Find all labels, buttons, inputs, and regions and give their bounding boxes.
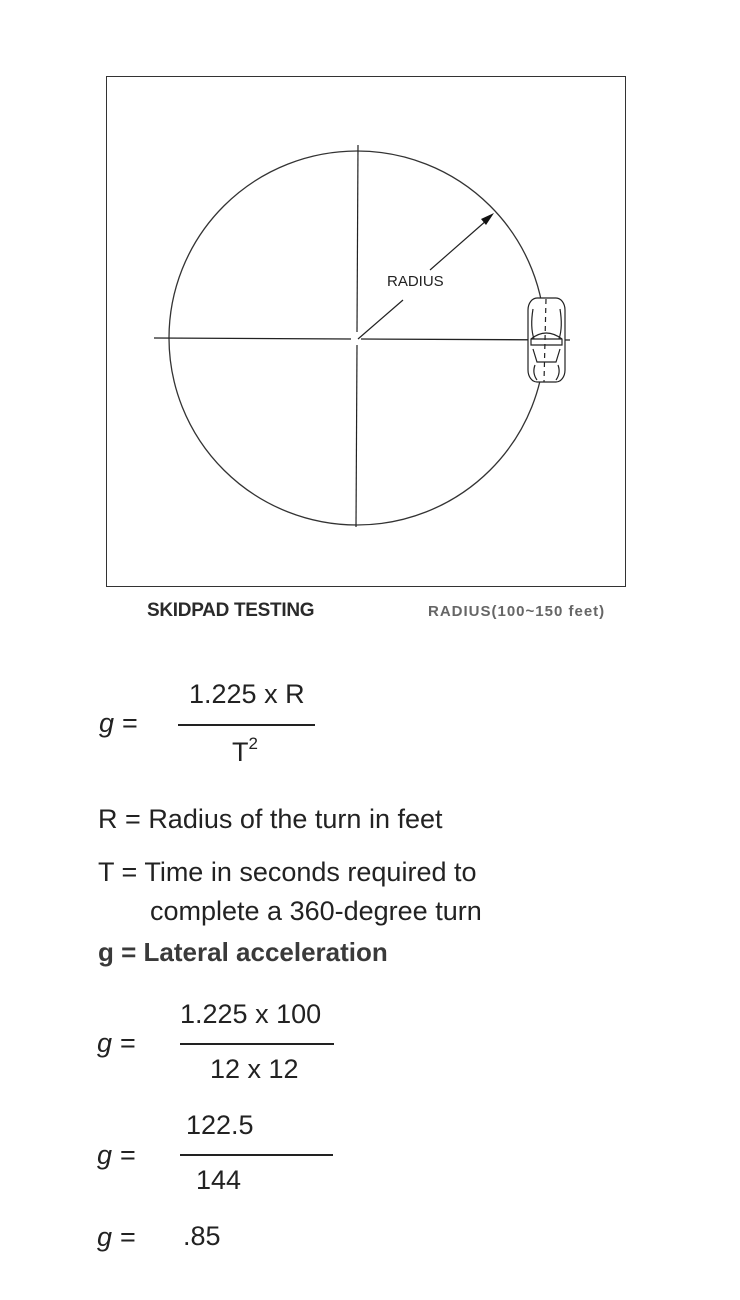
result-lhs: g xyxy=(97,1222,113,1252)
example-equals: = xyxy=(120,1028,136,1058)
formula-numerator: 1.225 x R xyxy=(189,679,305,709)
definition-symbol: R xyxy=(98,804,118,834)
example-denominator: 12 x 12 xyxy=(210,1054,299,1084)
denominator-exponent: 2 xyxy=(248,734,258,753)
definition-t-continued: complete a 360-degree turn xyxy=(150,896,482,926)
definition-g xyxy=(98,937,388,968)
example-numerator: 122.5 xyxy=(186,1110,254,1140)
definition-text: Lateral acceleration xyxy=(143,937,388,967)
formula-equals: = xyxy=(122,708,138,738)
vertical-axis xyxy=(357,145,358,332)
example-numerator: 1.225 x 100 xyxy=(180,999,322,1029)
formula-denominator xyxy=(232,734,258,768)
example-lhs: g xyxy=(97,1140,113,1170)
radius-label: RADIUS xyxy=(387,273,444,290)
definition-symbol: g xyxy=(98,937,114,967)
example-denominator: 144 xyxy=(196,1165,242,1195)
formula-lhs: g xyxy=(99,708,115,738)
radius-arrow-line xyxy=(358,300,403,339)
fraction-bar xyxy=(178,724,315,726)
radius-arrow-line-upper xyxy=(430,220,487,270)
example-equals: = xyxy=(120,1140,136,1170)
definition-equals: = xyxy=(121,937,137,967)
skidpad-diagram xyxy=(106,76,626,587)
diagram-title: SKIDPAD TESTING xyxy=(147,600,315,621)
definition-t xyxy=(98,857,477,888)
definition-r xyxy=(98,804,443,835)
definition-text: Time in seconds required to xyxy=(144,857,477,887)
vertical-axis-bottom xyxy=(356,345,357,527)
example-lhs: g xyxy=(97,1028,113,1058)
radius-range-caption: RADIUS(100~150 feet) xyxy=(428,603,606,620)
fraction-bar xyxy=(180,1154,333,1156)
skidpad-illustration xyxy=(107,77,627,588)
definition-text: Radius of the turn in feet xyxy=(148,804,443,834)
result-equals: = xyxy=(120,1222,136,1252)
car-icon xyxy=(528,298,565,382)
fraction-bar xyxy=(180,1043,334,1045)
definition-equals: = xyxy=(125,804,141,834)
definition-symbol: T xyxy=(98,857,115,887)
horizontal-axis xyxy=(154,338,351,339)
denominator-base: T xyxy=(232,737,249,767)
definition-equals: = xyxy=(121,857,138,887)
result-value: .85 xyxy=(183,1221,221,1251)
